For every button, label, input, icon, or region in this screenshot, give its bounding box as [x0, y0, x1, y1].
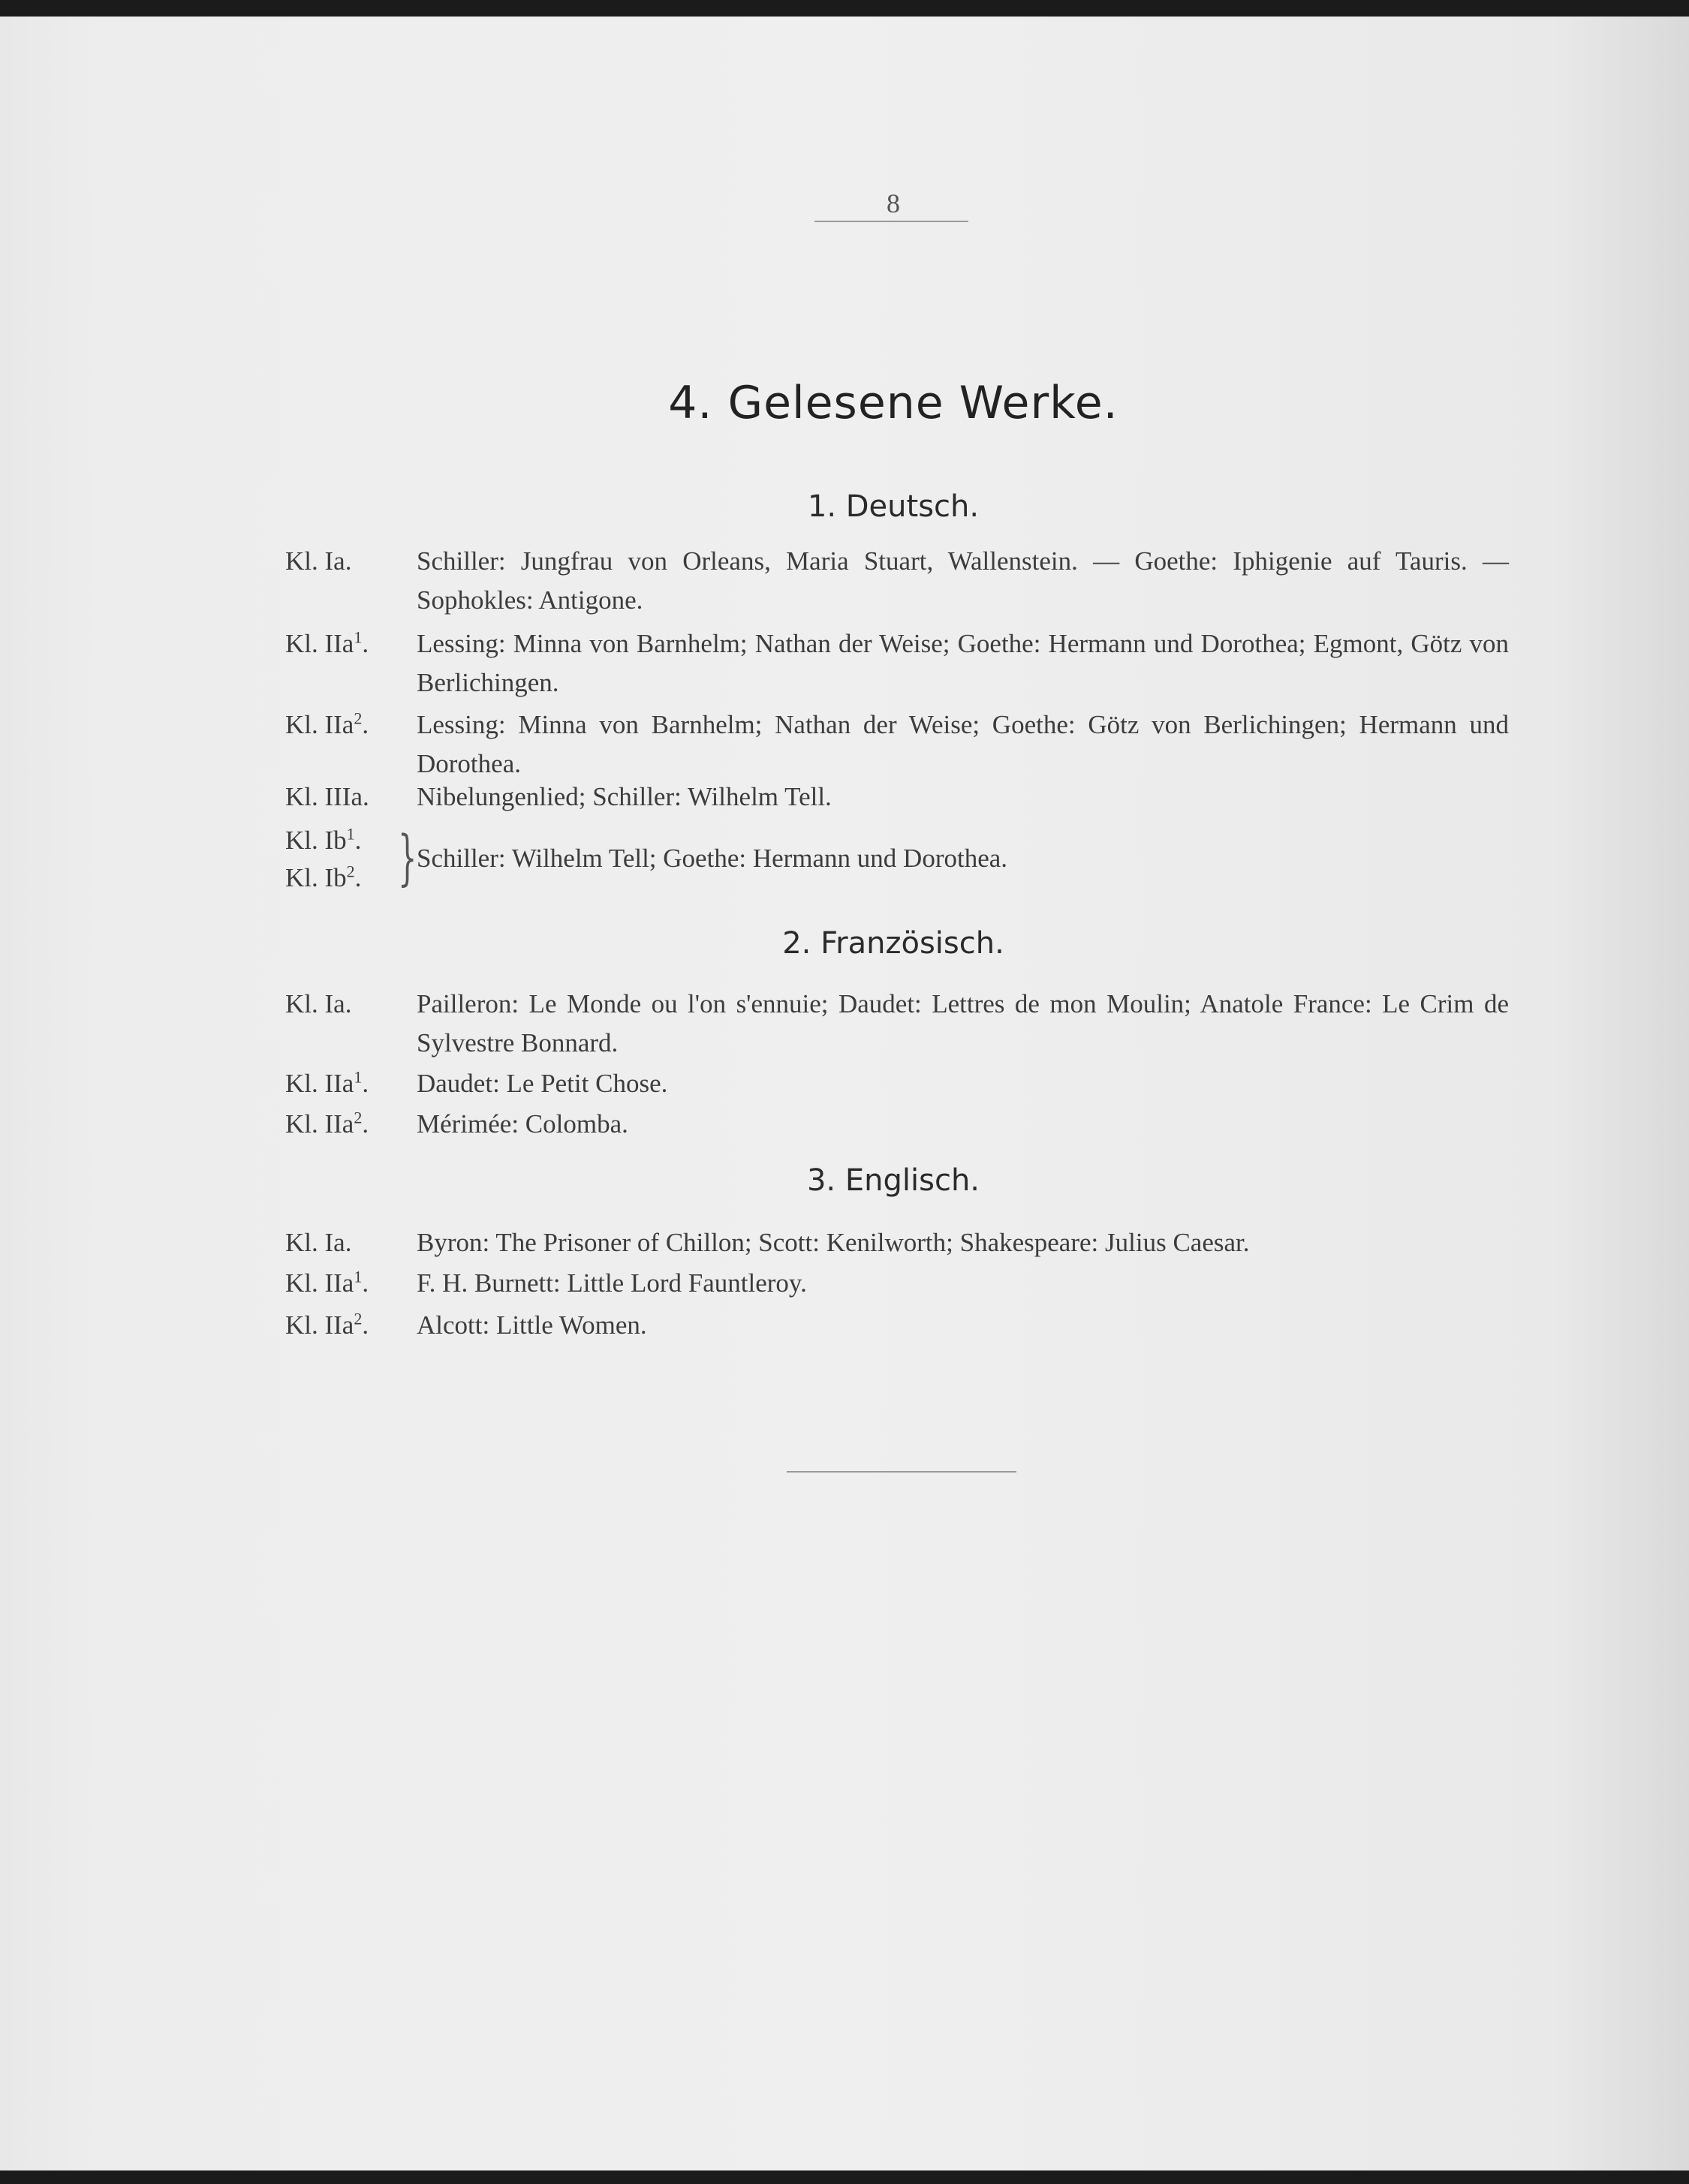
- entry-deutsch-iiia: [285, 778, 1509, 817]
- class-label: Kl. Ia.: [285, 546, 352, 576]
- class-label: Kl. IIa$^2$.: [285, 708, 369, 739]
- class-label: Kl. IIa$^2$.: [285, 1108, 369, 1139]
- section-heading-franzoesisch: 2. Französisch.: [782, 926, 1004, 961]
- section-heading-englisch: 3. Englisch.: [806, 1163, 980, 1198]
- entry-englisch-ia: [285, 1223, 1509, 1262]
- entry-text: Alcott: Little Women.: [417, 1310, 647, 1340]
- entry-franzoesisch-ia: [285, 985, 1509, 1063]
- class-label: Kl. IIa$^1$.: [285, 1267, 369, 1298]
- entry-franzoesisch-iia2: [285, 1105, 1509, 1144]
- entry-text: Mérimée: Colomba.: [417, 1109, 628, 1139]
- entry-text: Pailleron: Le Monde ou l'on s'ennuie; Daudet: Lettres de mon Moulin; Anatole France: Le Crim de Sylvestre Bonnard.: [417, 989, 1509, 1057]
- class-label: Kl. Ia.: [285, 989, 352, 1018]
- entry-text: F. H. Burnett: Little Lord Fauntleroy.: [417, 1268, 807, 1298]
- class-label: Kl. IIIa.: [285, 782, 369, 811]
- entry-text: Daudet: Le Petit Chose.: [417, 1069, 668, 1098]
- page-number: 8: [887, 188, 900, 218]
- entry-text: Lessing: Minna von Barnhelm; Nathan der Weise; Goethe: Hermann und Dorothea; Egmont, Götz von Berlichingen.: [417, 629, 1509, 697]
- entry-englisch-iia2: [285, 1306, 1509, 1345]
- bottom-divider: [787, 1471, 1016, 1473]
- entry-franzoesisch-iia1: [285, 1064, 1509, 1103]
- entry-deutsch-iia1: [285, 624, 1509, 702]
- class-label: Kl. IIa$^1$.: [285, 1067, 369, 1098]
- entry-englisch-iia1: [285, 1264, 1509, 1303]
- section-heading-deutsch: 1. Deutsch.: [807, 489, 980, 524]
- entry-text: Byron: The Prisoner of Chillon; Scott: Kenilworth; Shakespeare: Julius Caesar.: [417, 1228, 1250, 1257]
- class-label: Kl. IIa$^1$.: [285, 627, 369, 658]
- class-label: Kl. Ia.: [285, 1228, 352, 1257]
- entry-deutsch-ia: [285, 542, 1509, 620]
- entry-text: Schiller: Wilhelm Tell; Goethe: Hermann und Dorothea.: [417, 844, 1008, 873]
- brace-symbol: }: [398, 823, 417, 892]
- document-page: [0, 17, 1689, 2170]
- class-label: Kl. IIa$^2$.: [285, 1309, 369, 1340]
- page-title: 4. Gelesene Werke.: [668, 377, 1118, 429]
- entry-text: Nibelungenlied; Schiller: Wilhelm Tell.: [417, 782, 832, 811]
- class-label: Kl. Ib$^1$.: [285, 824, 362, 855]
- entry-deutsch-iia2: [285, 705, 1509, 784]
- entry-text: Lessing: Minna von Barnhelm; Nathan der Weise; Goethe: Götz von Berlichingen; Hermann und Dorothea.: [417, 710, 1509, 778]
- entry-deutsch-ib-combined: [285, 821, 1509, 904]
- class-label: Kl. Ib$^2$.: [285, 862, 362, 892]
- entry-text: Schiller: Jungfrau von Orleans, Maria Stuart, Wallenstein. — Goethe: Iphigenie auf Tauris. — Sophokles: Antigone.: [417, 546, 1509, 615]
- top-divider: [814, 221, 968, 222]
